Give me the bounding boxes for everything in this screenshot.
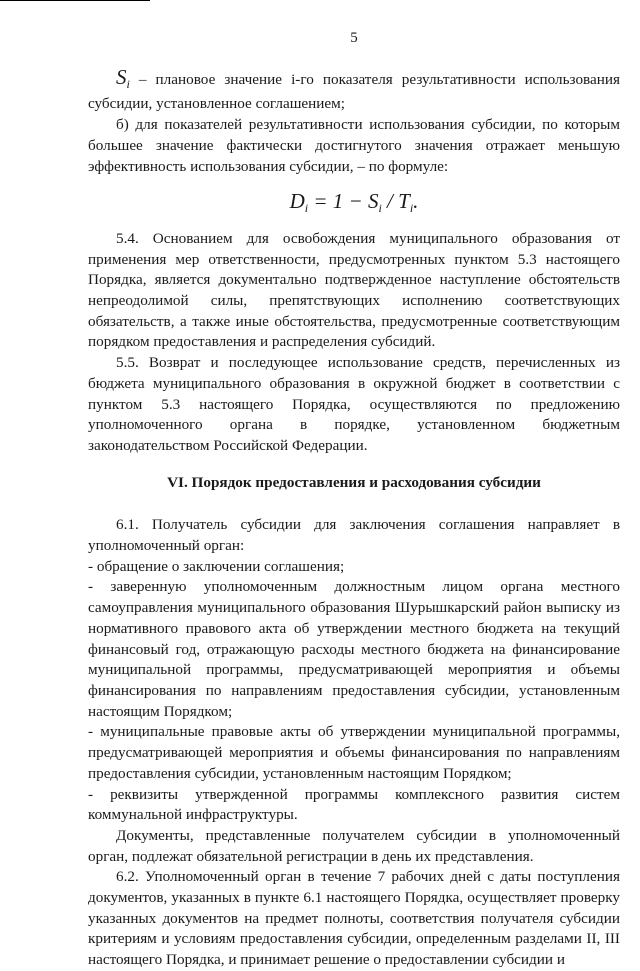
formula-slash: / T [381, 189, 410, 214]
document-page [88, 28, 620, 971]
list-item: - обращение о заключении соглашения; [88, 557, 345, 575]
definition-paragraph [88, 64, 620, 115]
paragraph-6-2: 6.2. Уполномоченный орган в течение 7 рабочих дней с даты поступления документов, указанных в пункте 6.1 настоящего Порядка, осуществляет проверку указанных документов на предмет полноты, соответствия получателя субсидии критериям и условиям предоставления субсидии, определенным разделами II, III настоящего Порядка, и принимает решение о предоставлении субсидии и [88, 868, 620, 969]
top-rule [0, 0, 150, 1]
list-item: - муниципальные правовые акты об утверждении муниципальной программы, предусматривающей мероприятия и объемы финансирования по направлениям предоставления субсидии, установленным настоящим Порядком; [88, 723, 620, 782]
symbol-s-subscript: i [126, 76, 130, 91]
list-item: - реквизиты утвержденной программы комплексного развития систем коммунальной инфраструктуры. [88, 785, 620, 824]
paragraph-6-1: 6.1. Получатель субсидии для заключения соглашения направляет в уполномоченный орган: [88, 516, 620, 555]
paragraph-5-5: 5.5. Возврат и последующее использование средств, перечисленных из бюджета муниципального образования в окружной бюджет в соответствии с пунктом 5.3 настоящего Порядка, осуществляются по предложению уполномоченного органа в порядке, установленном бюджетным законодательством Российской Федерации. [88, 354, 620, 454]
paragraph-documents: Документы, представленные получателем субсидии в уполномоченный орган, подлежат обязательной регистрации в день их представления. [88, 826, 620, 865]
formula-end: . [413, 189, 419, 214]
section-heading: VI. Порядок предоставления и расходования субсидии [167, 473, 541, 491]
page-number: 5 [350, 30, 358, 46]
formula [88, 191, 620, 219]
symbol-s: S [116, 64, 127, 89]
definition-text: – плановое значение i-го показателя результативности использования субсидии, установленное соглашением; [88, 70, 620, 113]
formula-lhs-sub: i [304, 201, 309, 216]
paragraph-5-4: 5.4. Основанием для освобождения муниципального образования от применения мер ответственности, предусмотренных пунктом 5.3 настоящего Порядка, является документально подтвержденное наступление обстоятельств непреодолимой силы, препятствующих исполнению соответствующих обязательств, а также иные обстоятельства, предусмотренные соответствующим порядком предоставления и распределения субсидий. [88, 229, 620, 351]
formula-lhs: D [289, 189, 305, 214]
list-item: - заверенную уполномоченным должностным лицом органа местного самоуправления муниципального образования Шурышкарский район выписку из нормативного правового акта об утверждении местного бюджета на текущий финансовый год, отражающую расходы местного бюджета на финансирование муниципальной программы, предусматривающей мероприятия и объемы финансирования по направлениям предоставления субсидии, установленным настоящим Порядком; [88, 578, 620, 720]
formula-mid-sub: i [378, 201, 382, 216]
paragraph-b: б) для показателей результативности использования субсидии, по которым большее значение фактически достигнутого значения отражает меньшую эффективность использования субсидии, – по формуле: [88, 116, 620, 175]
formula-t-sub: i [409, 201, 414, 216]
formula-middle: = 1 − S [308, 189, 379, 214]
